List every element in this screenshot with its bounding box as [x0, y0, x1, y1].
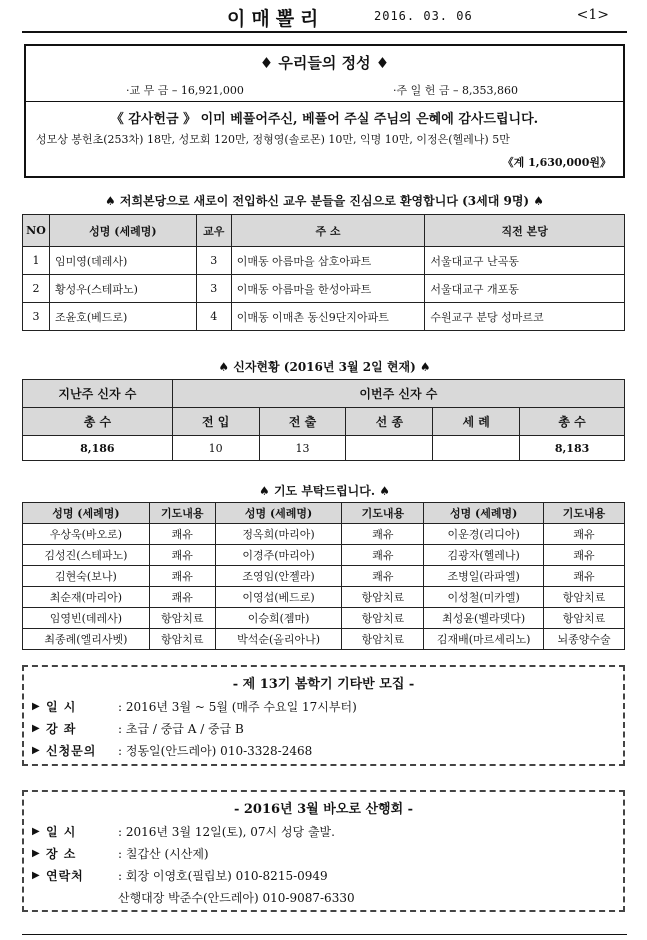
table-cell: 최순재(마리아) — [23, 587, 150, 608]
bulletin-header — [22, 4, 627, 30]
table-cell: 쾌유 — [149, 545, 215, 566]
table-cell: 김재배(마르세리노) — [424, 629, 544, 650]
church-dues-total: ·교 무 금 – 16,921,000 — [126, 84, 244, 97]
table-cell: 쾌유 — [342, 566, 424, 587]
table-cell: 3 — [196, 247, 231, 275]
table-cell: 뇌종양수술 — [544, 629, 625, 650]
hiking-row — [24, 887, 623, 909]
table-cell: 이매동 아름마을 한성아파트 — [231, 275, 425, 303]
newcomers-table — [22, 214, 625, 331]
thanks-offering-list: 성모상 봉헌초(253차) 18만, 성모회 120만, 정형영(솔로몬) 10만, 익명 10만, 이정은(헬레나) 5만 — [36, 133, 510, 146]
table-cell: 항암치료 — [342, 587, 424, 608]
table-cell: 쾌유 — [149, 566, 215, 587]
prayer-table — [22, 502, 625, 650]
col-header: 세 례 — [433, 408, 520, 436]
col-header: 성명 (세례명) — [424, 503, 544, 524]
triangle-bullet-icon: ▶ — [32, 870, 40, 881]
table-cell: 이성철(미카엘) — [424, 587, 544, 608]
col-header: 성명 (세례명) — [23, 503, 150, 524]
table-cell: 김광자(헬레나) — [424, 545, 544, 566]
page-number: <1> — [576, 7, 609, 23]
table-cell: 우상욱(바오로) — [23, 524, 150, 545]
guitar-row — [24, 718, 623, 740]
table-cell: 1 — [23, 247, 50, 275]
row-label: 장 소 — [46, 847, 77, 861]
table-cell: 최성윤(벨라뎃다) — [424, 608, 544, 629]
guitar-row — [24, 740, 623, 762]
col-header: 기도내용 — [544, 503, 625, 524]
hiking-box — [22, 790, 625, 912]
table-header-row — [23, 408, 625, 436]
table-cell: 항암치료 — [342, 629, 424, 650]
table-cell: 최종례(엘리사벳) — [23, 629, 150, 650]
bulletin-date: 2016. 03. 06 — [374, 9, 473, 23]
table-cell: 이경주(마리아) — [215, 545, 342, 566]
table-header-row — [23, 503, 625, 524]
prayer-title: ♠ 기도 부탁드립니다. ♠ — [259, 484, 390, 498]
table-cell: 쾌유 — [544, 524, 625, 545]
hiking-row — [24, 821, 623, 843]
col-header: 성명 (세례명) — [49, 215, 196, 247]
table-cell: 이매동 아름마을 삼호아파트 — [231, 247, 425, 275]
table-cell: 조병일(라파엘) — [424, 566, 544, 587]
guitar-class-box — [22, 665, 625, 766]
this-week-header: 이번주 신자 수 — [172, 380, 624, 408]
row-label: 연락처 — [46, 869, 84, 883]
col-header: 성명 (세례명) — [215, 503, 342, 524]
col-header: 총 수 — [520, 408, 625, 436]
triangle-bullet-icon: ▶ — [32, 701, 40, 712]
thanks-offering-total: 《계 1,630,000원》 — [502, 156, 611, 169]
table-cell: 10 — [172, 436, 259, 461]
table-cell: 8,186 — [23, 436, 173, 461]
table-cell: 3 — [196, 275, 231, 303]
table-cell: 쾌유 — [544, 545, 625, 566]
table-cell: 임미영(데레사) — [49, 247, 196, 275]
col-header: 선 종 — [346, 408, 433, 436]
table-cell: 박석순(올리아나) — [215, 629, 342, 650]
col-header: 주 소 — [231, 215, 425, 247]
row-value: 산행대장 박준수(안드레아) 010-9087-6330 — [118, 891, 355, 905]
row-label: 일 시 — [46, 825, 77, 839]
table-cell: 2 — [23, 275, 50, 303]
offering-heading: ♦ 우리들의 정성 ♦ — [259, 54, 390, 72]
offering-box — [24, 44, 625, 178]
col-header: NO — [23, 215, 50, 247]
table-cell: 서울대교구 개포동 — [425, 275, 625, 303]
table-cell: 4 — [196, 303, 231, 331]
col-header: 기도내용 — [149, 503, 215, 524]
col-header: 기도내용 — [342, 503, 424, 524]
bulletin-title: 이매뽈리 — [227, 8, 325, 30]
table-cell: 항암치료 — [544, 608, 625, 629]
table-cell: 3 — [23, 303, 50, 331]
triangle-bullet-icon: ▶ — [32, 826, 40, 837]
table-cell: 김성진(스테파노) — [23, 545, 150, 566]
table-cell: 항암치료 — [342, 608, 424, 629]
hiking-title: - 2016년 3월 바오로 산행회 - — [233, 802, 414, 817]
last-week-header: 지난주 신자 수 — [23, 380, 173, 408]
table-cell: 황성우(스테파노) — [49, 275, 196, 303]
footer-rule — [22, 934, 627, 935]
table-cell: 서울대교구 난곡동 — [425, 247, 625, 275]
table-cell: 쾌유 — [544, 566, 625, 587]
table-row — [23, 566, 625, 587]
table-cell: 이운경(리디아) — [424, 524, 544, 545]
table-cell: 쾌유 — [149, 524, 215, 545]
row-value: : 2016년 3월 ~ 5월 (매주 수요일 17시부터) — [118, 700, 357, 714]
row-label: 신청문의 — [46, 744, 97, 758]
table-header-row — [23, 380, 625, 408]
table-cell: 정옥희(마리아) — [215, 524, 342, 545]
table-cell: 수원교구 분당 성마르코 — [425, 303, 625, 331]
stats-table — [22, 379, 625, 461]
table-header-row — [23, 215, 625, 247]
thanks-offering-title: 《 감사헌금 》 이미 베풀어주신, 베풀어 주실 주님의 은혜에 감사드립니다. — [110, 112, 539, 127]
table-cell: 8,183 — [520, 436, 625, 461]
row-label: 일 시 — [46, 700, 77, 714]
row-value: : 초급 / 중급 A / 중급 B — [118, 722, 244, 736]
table-cell: 이승희(젬마) — [215, 608, 342, 629]
table-cell: 이매동 이매촌 동신9단지아파트 — [231, 303, 425, 331]
table-row — [23, 303, 625, 331]
guitar-class-title: - 제 13기 봄학기 기타반 모집 - — [232, 677, 415, 692]
table-row — [23, 524, 625, 545]
col-header: 전 입 — [172, 408, 259, 436]
table-cell: 항암치료 — [149, 629, 215, 650]
hiking-row — [24, 865, 623, 887]
newcomers-title: ♠ 저희본당으로 새로이 전입하신 교우 분들을 진심으로 환영합니다 (3세대 9명) ♠ — [104, 194, 545, 208]
table-cell: 13 — [259, 436, 346, 461]
row-value: : 2016년 3월 12일(토), 07시 성당 출발. — [118, 825, 335, 839]
row-value: : 정동일(안드레아) 010-3328-2468 — [118, 744, 313, 758]
table-row — [23, 608, 625, 629]
table-row — [23, 587, 625, 608]
row-value: : 칠갑산 (시산제) — [118, 847, 209, 861]
table-row — [23, 436, 625, 461]
table-cell: 이영섭(베드로) — [215, 587, 342, 608]
header-rule — [22, 31, 627, 33]
table-cell: 쾌유 — [149, 587, 215, 608]
table-cell: 항암치료 — [544, 587, 625, 608]
hiking-row — [24, 843, 623, 865]
table-cell: 조영임(안젤라) — [215, 566, 342, 587]
table-cell: 쾌유 — [342, 524, 424, 545]
table-row — [23, 247, 625, 275]
table-row — [23, 629, 625, 650]
table-cell: 조윤호(베드로) — [49, 303, 196, 331]
table-row — [23, 275, 625, 303]
col-header: 교우 — [196, 215, 231, 247]
col-header: 전 출 — [259, 408, 346, 436]
triangle-bullet-icon: ▶ — [32, 745, 40, 756]
col-header: 총 수 — [23, 408, 173, 436]
guitar-row — [24, 696, 623, 718]
triangle-bullet-icon: ▶ — [32, 723, 40, 734]
table-cell: 임영빈(데레사) — [23, 608, 150, 629]
row-label: 강 좌 — [46, 722, 77, 736]
table-cell: 항암치료 — [149, 608, 215, 629]
stats-title: ♠ 신자현황 (2016년 3월 2일 현재) ♠ — [218, 360, 431, 374]
row-value: : 회장 이영호(필립보) 010-8215-0949 — [118, 869, 328, 883]
sunday-offering-total: ·주 일 헌 금 – 8,353,860 — [393, 84, 518, 97]
table-cell — [433, 436, 520, 461]
col-header: 직전 본당 — [425, 215, 625, 247]
table-cell: 김현숙(보나) — [23, 566, 150, 587]
triangle-bullet-icon: ▶ — [32, 848, 40, 859]
offering-divider — [26, 101, 623, 102]
table-cell: 쾌유 — [342, 545, 424, 566]
table-cell — [346, 436, 433, 461]
table-row — [23, 545, 625, 566]
